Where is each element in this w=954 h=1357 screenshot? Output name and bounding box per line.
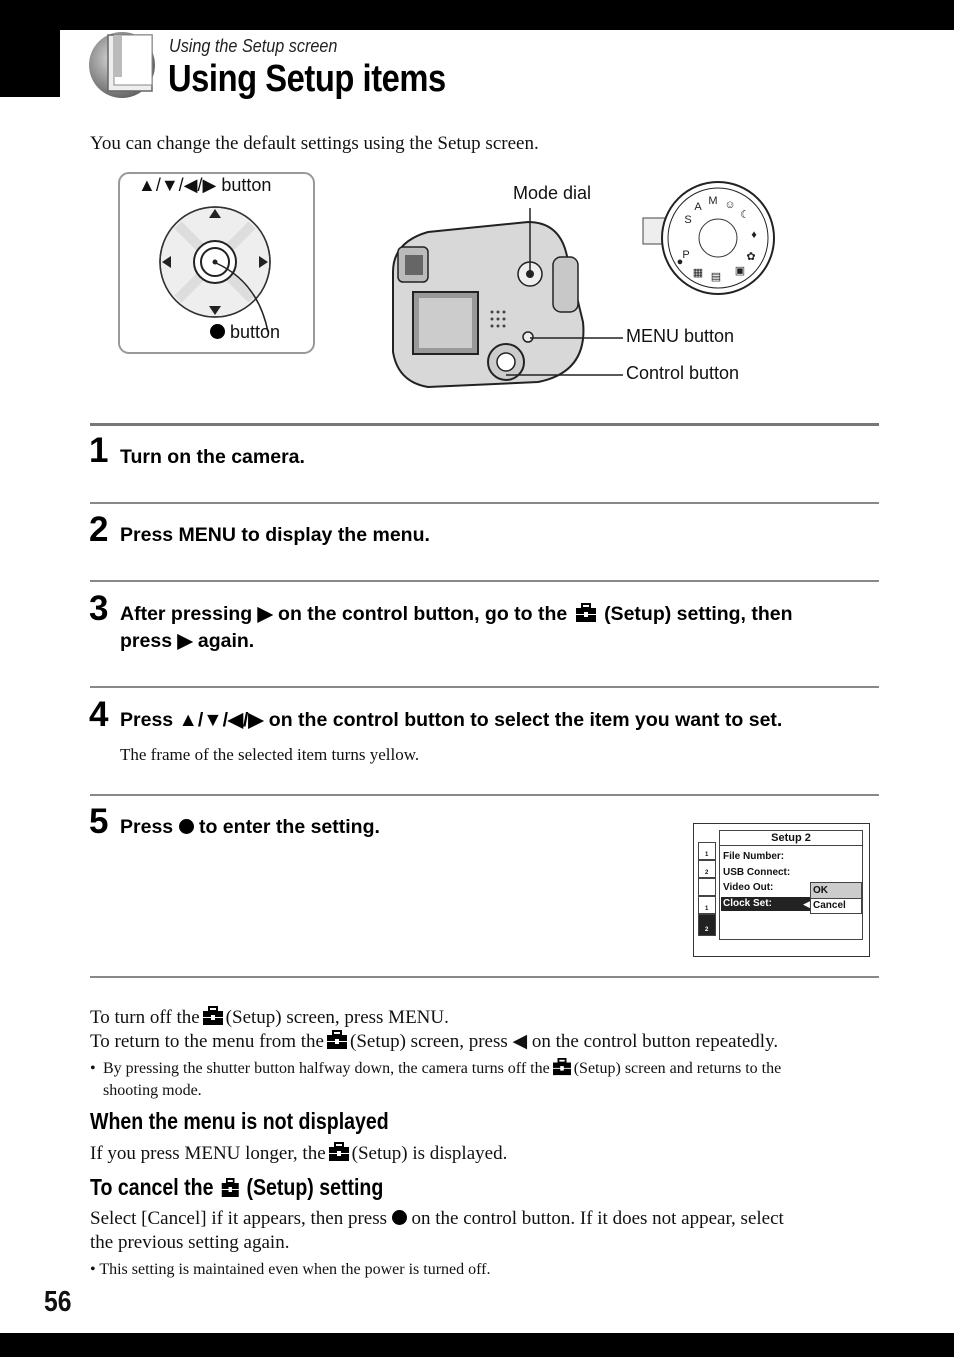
step-text: Turn on the camera.: [120, 446, 305, 468]
bullet-note: [90, 1058, 880, 1102]
camera-setup-chapter-icon: [88, 31, 158, 99]
step-number: 2: [89, 510, 109, 549]
body-text: (Setup) is displayed.: [351, 1143, 508, 1164]
left-arrow-icon: ◀: [803, 899, 810, 909]
center-button-icon: [179, 819, 194, 834]
setup-item: USB Connect:: [723, 866, 791, 878]
step-text-part: to enter the setting.: [198, 816, 380, 838]
setup-item-selected: Clock Set:: [721, 897, 810, 911]
body-line: [90, 1030, 778, 1053]
divider: [90, 423, 879, 426]
body-text: Select [Cancel] if it appears, then press: [90, 1208, 388, 1229]
menu-button-label: MENU button: [626, 326, 735, 346]
body-text: (Setup) screen, press MENU.: [225, 1007, 449, 1028]
setup-panel-title: Setup 2: [720, 831, 862, 846]
step-text: [120, 601, 793, 655]
subheading: [90, 1174, 383, 1201]
control-button-label: Control button: [626, 363, 740, 383]
step-text-part: (Setup) setting, then: [604, 603, 793, 625]
body-text: To turn off the: [90, 1007, 200, 1028]
body-text: If you press MENU longer, the: [90, 1143, 326, 1164]
bullet-text: shooting mode.: [103, 1082, 202, 1099]
subheading-text: (Setup) setting: [246, 1174, 384, 1200]
body-line: [90, 1142, 507, 1165]
setup-option-box: [810, 882, 862, 914]
subheading-text: To cancel the: [90, 1174, 214, 1200]
bullet-mark: •: [90, 1060, 96, 1077]
subheading: When the menu is not displayed: [90, 1108, 389, 1134]
setup-item-list: [723, 849, 790, 896]
arrow-button-label: ▲/▼/◀/▶ button: [138, 175, 272, 195]
setup-toolbox-icon: [326, 1030, 348, 1050]
divider: [90, 686, 879, 688]
divider: [90, 976, 879, 978]
body-line: the previous setting again.: [90, 1232, 290, 1253]
divider: [90, 502, 879, 504]
setup-panel: [719, 830, 863, 940]
center-button-icon: [210, 324, 225, 339]
body-line: [90, 1006, 449, 1029]
svg-text:M: M: [708, 195, 718, 207]
svg-text:A: A: [694, 201, 702, 213]
svg-text:♦: ♦: [751, 229, 757, 241]
side-tab-label: 2: [705, 870, 709, 876]
side-tab-label: 2: [705, 927, 709, 933]
body-text: To return to the menu from the: [90, 1031, 324, 1052]
side-tab-label: 1: [705, 906, 709, 912]
svg-text:✿: ✿: [746, 251, 756, 263]
camera-tab-icon: [698, 860, 716, 878]
svg-text:▤: ▤: [710, 271, 722, 283]
divider: [90, 580, 879, 582]
svg-text:S: S: [684, 214, 692, 226]
bullet-text: (Setup) screen and returns to the: [573, 1060, 782, 1077]
intro-text: You can change the default settings using the Setup screen.: [90, 133, 539, 154]
step-text: Press MENU to display the menu.: [120, 524, 430, 546]
setup-toolbox-icon: [202, 1006, 224, 1026]
page-number: 56: [44, 1286, 72, 1318]
body-text: (Setup) screen, press ◀ on the control button repeatedly.: [350, 1031, 779, 1052]
camera-tab-icon: [698, 842, 716, 860]
setup-tab-icon: [698, 896, 716, 914]
step-number: 1: [89, 431, 109, 470]
svg-text:☺: ☺: [724, 199, 736, 211]
bullet-note: [90, 1259, 491, 1281]
setup-tab-icon-active: [698, 914, 716, 936]
bullet-text: By pressing the shutter button halfway down, the camera turns off the: [103, 1060, 550, 1077]
center-button-label-text: button: [230, 322, 281, 342]
setup-item: File Number:: [723, 851, 785, 862]
body-text: on the control button. If it does not appear, select: [411, 1208, 784, 1229]
setup-toolbox-icon: [552, 1058, 572, 1076]
bottom-black-bar: [0, 1333, 954, 1357]
step-text-part: press ▶ again.: [120, 630, 255, 652]
option-cancel: Cancel: [813, 900, 846, 911]
setup-screen-illustration: [693, 823, 870, 957]
svg-text:▦: ▦: [692, 267, 704, 279]
svg-text:▣: ▣: [734, 265, 746, 277]
step-text: Press ▲/▼/◀/▶ on the control button to select the item you want to set.: [120, 709, 783, 731]
setup-side-tabs: [698, 842, 714, 938]
setup-toolbox-icon: [575, 603, 597, 623]
setup-toolbox-icon: [328, 1142, 350, 1162]
step-text-part: Press: [120, 816, 174, 838]
step-text: [120, 814, 380, 841]
memory-tab-icon: [698, 878, 716, 896]
svg-text:☾: ☾: [740, 209, 750, 221]
body-line: [90, 1208, 784, 1230]
chapter-tab: [0, 0, 60, 97]
setup-item: Video Out:: [723, 882, 774, 893]
svg-text:P: P: [682, 249, 690, 261]
step-number: 4: [89, 695, 109, 734]
svg-text:●: ●: [676, 256, 684, 268]
divider: [90, 794, 879, 796]
page-title: Using Setup items: [168, 58, 446, 100]
bullet-mark: •: [90, 1261, 96, 1278]
step-number: 3: [89, 589, 109, 628]
side-tab-label: 1: [705, 852, 709, 858]
setup-toolbox-icon: [221, 1178, 240, 1198]
step-text-part: After pressing ▶ on the control button, go to the: [120, 603, 568, 625]
step-number: 5: [89, 802, 109, 841]
bullet-text: This setting is maintained even when the power is turned off.: [99, 1261, 491, 1278]
center-button-icon: [392, 1210, 407, 1225]
center-button-label: [210, 322, 280, 343]
mode-dial-label: Mode dial: [513, 183, 592, 203]
option-ok: OK: [811, 883, 861, 899]
top-black-bar: [0, 0, 954, 30]
step-note: The frame of the selected item turns yellow.: [120, 745, 420, 764]
section-subtitle: Using the Setup screen: [169, 36, 338, 56]
